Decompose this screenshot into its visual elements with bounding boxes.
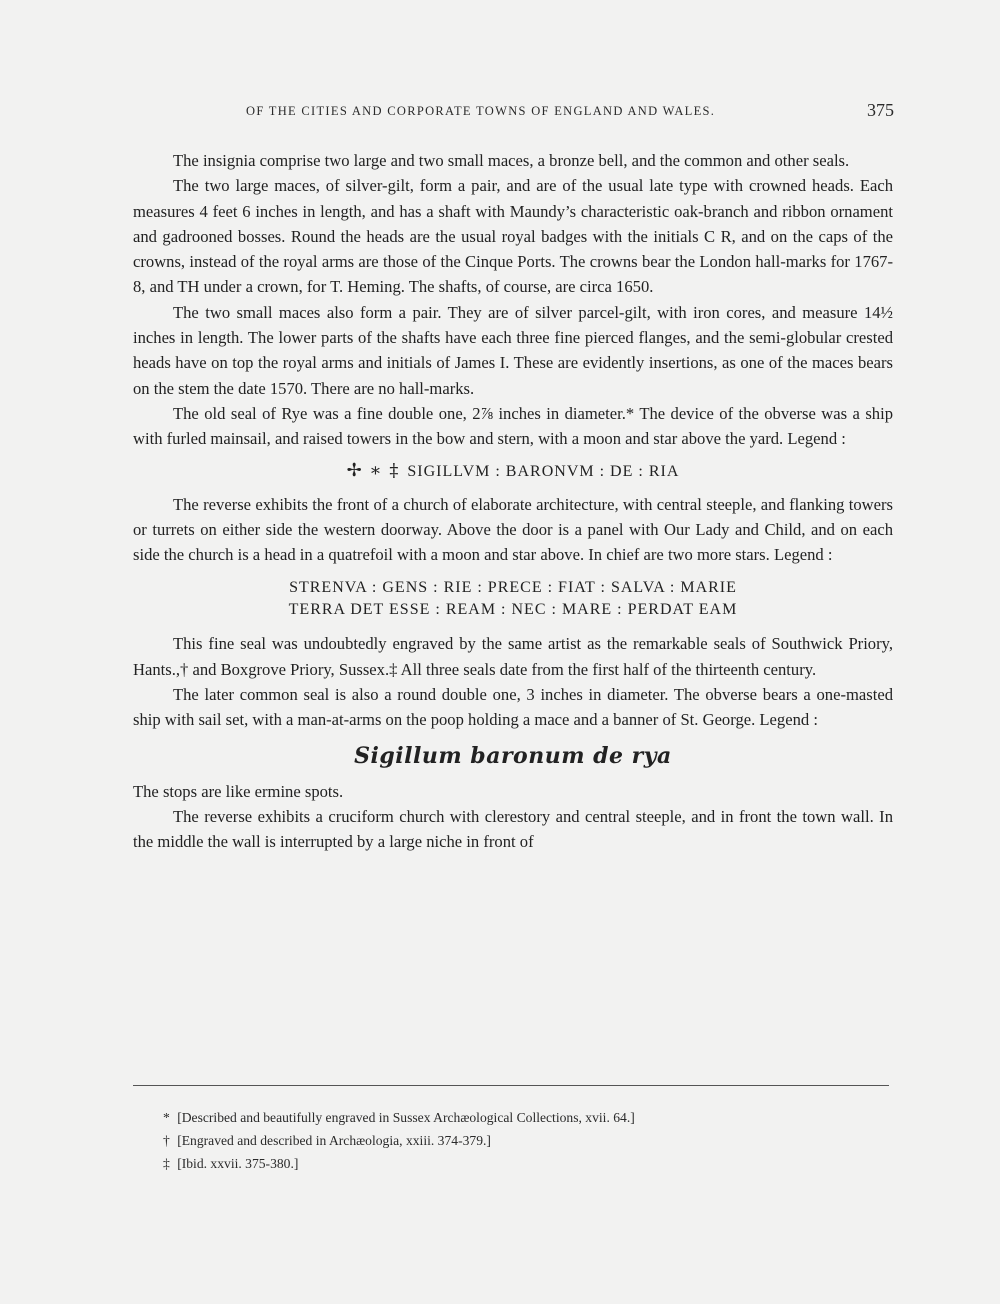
running-head-title: OF THE CITIES AND CORPORATE TOWNS OF ENGLAND AND WALES. (246, 104, 716, 118)
footnote-text: [Described and beautifully engraved in Sussex Archæological Collections, xvii. 64.] (177, 1110, 635, 1125)
footnote-1 (163, 1106, 883, 1129)
legend-later-seal: Sigillum baronum de rya (354, 742, 672, 769)
legend-reverse-line-1: STRENVA : GENS : RIE : PRECE : FIAT : SALVA : MARIE (289, 579, 737, 597)
legend-old-seal (133, 460, 893, 483)
running-head (132, 102, 894, 124)
footnote-divider (133, 1085, 889, 1086)
footnote-text: [Engraved and described in Archæologia, xxiii. 374-379.] (177, 1133, 491, 1148)
paragraph-insignia: The insignia comprise two large and two small maces, a bronze bell, and the common and other seals. (173, 151, 850, 170)
paragraph-fine-seal: This fine seal was undoubtedly engraved by the same artist as the remarkable seals of Southwick Priory, Hants.,† and Boxgrove Priory, Sussex.‡ All three seals date from the first half of the thirteenth century. (133, 634, 893, 679)
footnote-mark: † (163, 1133, 170, 1148)
paragraph-reverse-cruciform: The reverse exhibits a cruciform church with clerestory and central steeple, and in front the town wall. In the middle the wall is interrupted by a large niche in front of (133, 806, 893, 852)
legend-reverse-line-2: TERRA DET ESSE : REAM : NEC : MARE : PERDAT EAM (288, 601, 738, 619)
footnotes (163, 1106, 883, 1175)
paragraph-old-seal: The old seal of Rye was a fine double one, 2⅞ inches in diameter.* The device of the obverse was a ship with furled mainsail, and raised towers in the bow and stern, with a moon and star above the yard. Legend : (133, 403, 893, 449)
footnote-mark: ‡ (163, 1156, 170, 1171)
legend-reverse (133, 577, 893, 621)
paragraph-small-maces: The two small maces also form a pair. They are of silver parcel-gilt, with iron cores, and measure 14½ inches in length. The lower parts of the shafts have each three fine pierced flanges, and the semi-globular crested heads have on top the royal arms and initials of James I. These are evidently insertions, as one of the maces bears on the stem the date 1570. There are no hall-marks. (133, 302, 893, 398)
page-number: 375 (867, 100, 894, 120)
paragraph-stops: The stops are like ermine spots. (133, 781, 344, 801)
paragraph-large-maces: The two large maces, of silver-gilt, form a pair, and are of the usual late type with crowned heads. Each measures 4 feet 6 inches in length, and has a shaft with Maundy’s characteristic oak-branch and ribbon ornament and gadrooned bosses. Round the heads are the usual royal badges with the initials C R, and on the caps of the crowns, instead of the royal arms are those of the Cinque Ports. The crowns bear the London hall-marks for 1767-8, and TH under a crown, for T. Heming. The shafts, of course, are circa 1650. (133, 176, 893, 297)
footnote-2 (163, 1129, 883, 1152)
legend-symbols: ✢ ∗ ‡ (346, 459, 400, 481)
paragraph-later-seal: The later common seal is also a round double one, 3 inches in diameter. The obverse bears a one-masted ship with sail set, with a man-at-arms on the poop holding a mace and a banner of St. George. Legend : (133, 685, 893, 730)
legend-old-seal-text: SIGILLVM : BARONVM : DE : RIA (407, 462, 680, 480)
footnote-mark: * (163, 1110, 170, 1125)
footnote-3 (163, 1152, 883, 1175)
body-text (133, 148, 893, 855)
paragraph-reverse-church: The reverse exhibits the front of a church of elaborate architecture, with central steeple, and flanking towers or turrets on either side the western doorway. Above the door is a panel with Our Lady and Child, and on each side the church is a head in a quatrefoil with a moon and star above. In chief are two more stars. Legend : (133, 494, 893, 565)
footnote-text: [Ibid. xxvii. 375-380.] (177, 1156, 299, 1171)
